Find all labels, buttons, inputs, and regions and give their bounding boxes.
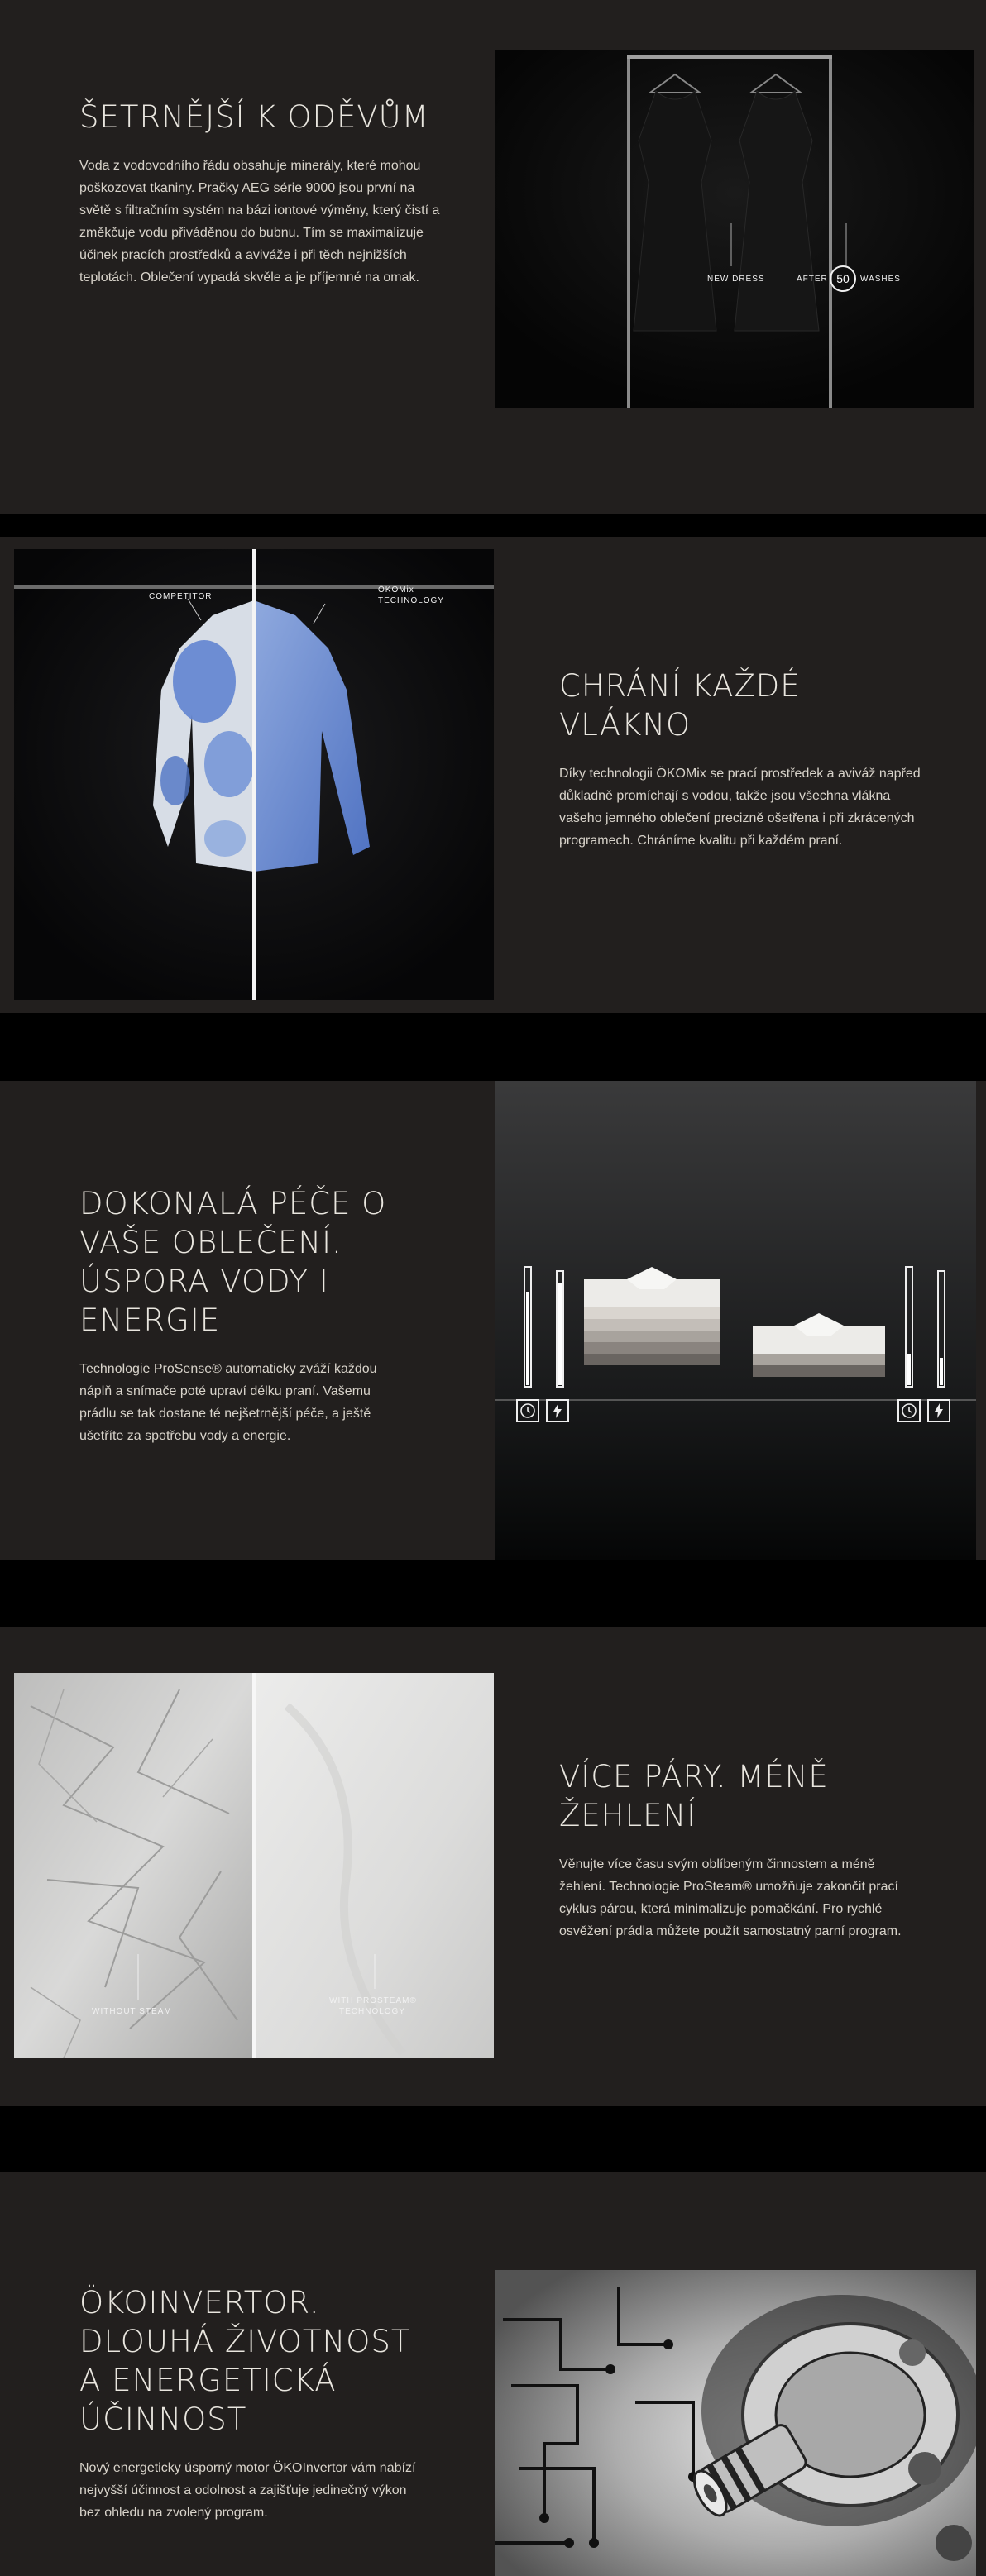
section-body: Věnujte více času svým oblíbeným činnostem a méně žehlení. Technologie ProSteam® umožňuje zakončit prací cyklus párou, která minimalizuje pomačkání. Pro rychlé osvěžení prádla můžete použít samostatný parní program. (559, 1857, 902, 1938)
clock-icon (897, 1399, 921, 1422)
label-new-dress: NEW DRESS (707, 275, 765, 284)
lightning-icon (546, 1399, 569, 1422)
okoinverter-text (79, 2283, 427, 2537)
clock-icon (516, 1399, 539, 1422)
washes-badge: 50 (830, 265, 856, 292)
section-title: VÍCE PÁRY. MÉNĚ ŽEHLENÍ (559, 1759, 829, 1833)
label-technology: TECHNOLOGY (339, 2007, 406, 2016)
fabric-illustration (14, 1673, 494, 2058)
label-competitor: COMPETITOR (149, 592, 213, 601)
label-okomix: ÖKOMix (378, 585, 414, 595)
shirt-comparison-image (14, 549, 494, 1000)
dresses-illustration (495, 50, 974, 408)
section-prosense (0, 1081, 986, 1560)
prosense-text (79, 1184, 410, 1460)
section-prosteam (0, 1627, 986, 2106)
section-body: Díky technologii ÖKOMix se prací prostředek a aviváž napřed důkladně promíchají s vodou, takže jsou všechna vlákna vašeho jemného oblečení precizně ošetřena i při zkrácených programech. Chráníme kvalitu při každém praní. (559, 767, 921, 848)
label-after: AFTER (797, 275, 828, 284)
section-title: CHRÁNÍ KAŽDÉ VLÁKNO (559, 668, 801, 743)
label-washes: WASHES (860, 275, 901, 284)
section-okoinverter (0, 2172, 986, 2576)
section-okomix (0, 537, 986, 1013)
laundry-stack-image (495, 1081, 976, 1560)
lightning-icon (927, 1399, 950, 1422)
separator (0, 1013, 986, 1081)
motor-image (495, 2270, 976, 2576)
separator (0, 1560, 986, 1627)
separator (0, 2106, 986, 2172)
motor-illustration (495, 2270, 976, 2576)
section-fabric-care (0, 0, 986, 514)
label-without-steam: WITHOUT STEAM (92, 2007, 172, 2016)
section-title: ŠETRNĚJŠÍ K ODĚVŮM (79, 99, 429, 135)
dress-comparison-image (495, 50, 974, 408)
section-title: DOKONALÁ PÉČE O VAŠE OBLEČENÍ. ÚSPORA VODY I ENERGIE (79, 1186, 387, 1338)
label-with-prosteam: WITH PROSTEAM® (329, 1996, 417, 2005)
steam-comparison-image (14, 1673, 494, 2058)
separator (0, 514, 986, 537)
prosteam-text (559, 1757, 923, 1956)
folded-shirts-illustration (495, 1081, 976, 1560)
label-technology: TECHNOLOGY (378, 596, 445, 605)
okomix-text (559, 667, 923, 865)
section-body: Nový energeticky úsporný motor ÖKOInvertor vám nabízí nejvyšší účinnost a odolnost a zajišťuje jedinečný výkon bez ohledu na zvolený program. (79, 2461, 416, 2520)
fabric-care-text (79, 98, 443, 302)
section-body: Technologie ProSense® automaticky zváží každou náplň a snímače poté upraví délku praní. Vašemu prádlu se tak dostane té nejšetrnější péče, a ještě ušetříte za spotřebu vody a energie. (79, 1362, 377, 1443)
shirt-illustration (14, 549, 494, 1000)
section-title: ÖKOINVERTOR. DLOUHÁ ŽIVOTNOST A ENERGETICKÁ ÚČINNOST (79, 2285, 411, 2437)
section-body: Voda z vodovodního řádu obsahuje minerály, které mohou poškozovat tkaniny. Pračky AEG série 9000 jsou první na světě s filtračním systém na bázi iontové výměny, který čistí a změkčuje vodu přiváděnou do bubnu. Tím se maximalizuje účinek pracích prostředků a aviváže i při těch nejnižších teplotách. Oblečení vypadá skvěle a je příjemné na omak. (79, 159, 440, 284)
